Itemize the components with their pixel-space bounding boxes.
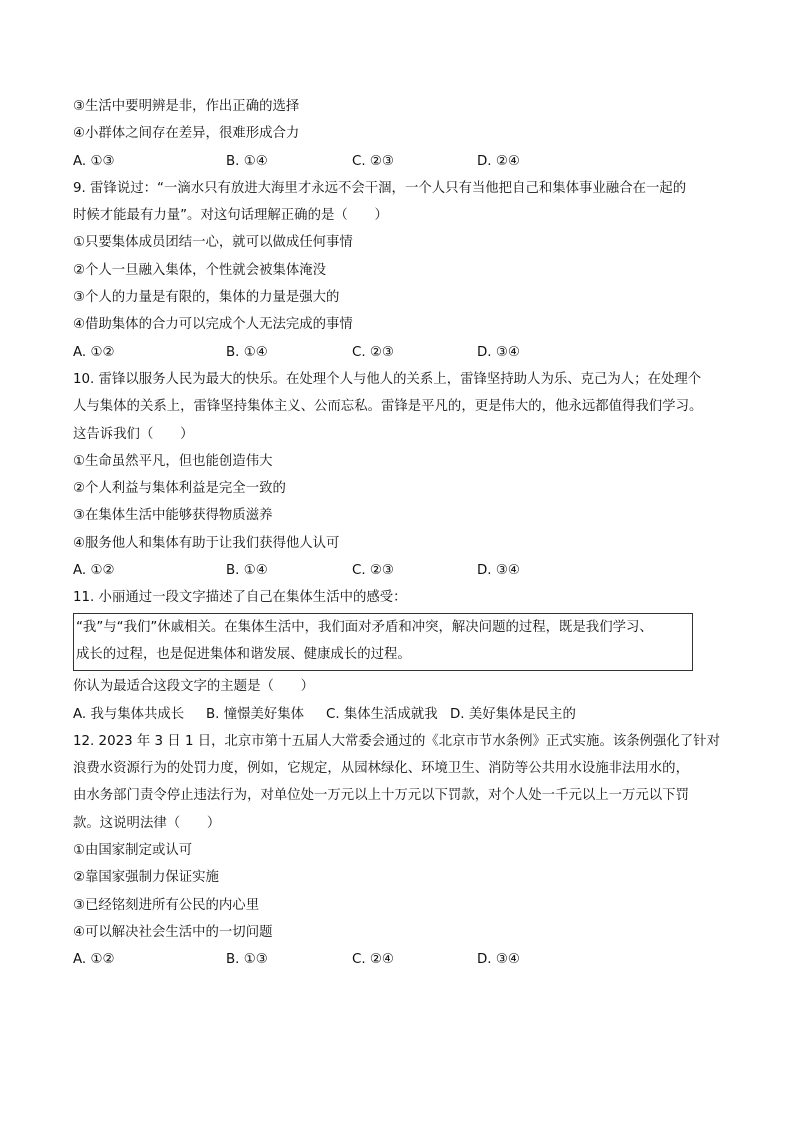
q11-option-d: D. 美好集体是民主的: [450, 706, 576, 722]
q10-options: [73, 557, 733, 584]
q9-stem-line-1: 9. 雷锋说过：“一滴水只有放进大海里才永远不会干涸，一个人只有当他把自己和集体事业融合在一起的: [73, 180, 687, 196]
q12-stem-line-2: 浪费水资源行为的处罚力度，例如，它规定，从园林绿化、环境卫生、消防等公共用水设施非法用水的，: [73, 761, 689, 777]
q11-stem: 11. 小丽通过一段文字描述了自己在集体生活中的感受：: [73, 590, 407, 606]
q10-option-c: C. ②③: [352, 563, 394, 579]
q8-statement-3: ③生活中要明辨是非，作出正确的选择: [73, 99, 300, 114]
q9-stem-line-2: 时候才能最有力量”。对这句话理解正确的是（ ）: [73, 208, 388, 224]
q12-options: [73, 946, 733, 973]
q8-option-b: B. ①④: [226, 153, 268, 169]
q8-option-d: D. ②④: [477, 153, 520, 169]
q10-option-a: A. ①②: [73, 563, 115, 579]
q10-statement-1: ①生命虽然平凡，但也能创造伟大: [73, 453, 273, 469]
q10-option-d: D. ③④: [477, 563, 520, 579]
q9-statement-3: ③个人的力量是有限的，集体的力量是强大的: [73, 290, 340, 306]
q8-option-a: A. ①③: [73, 153, 115, 169]
q12-statement-1: ①由国家制定或认可: [73, 843, 193, 859]
q11-option-c: C. 集体生活成就我: [326, 706, 438, 722]
q8-option-c: C. ②③: [352, 153, 394, 169]
q12-statement-3: ③已经铭刻进所有公民的内心里: [73, 897, 260, 913]
q11-quote-line-1: “我”与“我们”休戚相关。在集体生活中，我们面对矛盾和冲突，解决问题的过程，既是我们学习、: [76, 619, 653, 635]
exam-page: [73, 93, 733, 974]
q12-option-a: A. ①②: [73, 952, 115, 968]
q10-statement-2: ②个人利益与集体利益是完全一致的: [73, 481, 286, 497]
q12-stem-line-4: 款。这说明法律（ ）: [73, 815, 221, 831]
q11-option-a: A. 我与集体共成长: [73, 706, 185, 722]
q9-option-c: C. ②③: [352, 344, 394, 360]
q10-stem-line-2: 人与集体的关系上，雷锋坚持集体主义、公而忘私。雷锋是平凡的，更是伟大的，他永远都值得我们学习。: [73, 399, 703, 415]
q11-options: [73, 701, 733, 728]
q12-option-c: C. ②④: [352, 952, 394, 968]
q9-option-b: B. ①④: [226, 344, 268, 360]
q9-statement-2: ②个人一旦融入集体，个性就会被集体淹没: [73, 262, 327, 278]
q9-statement-1: ①只要集体成员团结一心，就可以做成任何事情: [73, 235, 353, 251]
q10-statement-4: ④服务他人和集体有助于让我们获得他人认可: [73, 535, 340, 551]
q12-option-b: B. ①③: [226, 952, 268, 968]
q8-options: [73, 148, 733, 175]
q10-stem-line-1: 10. 雷锋以服务人民为最大的快乐。在处理个人与他人的关系上，雷锋坚持助人为乐、克己为人；在处理个: [73, 371, 702, 387]
q12-stem-line-3: 由水务部门责令停止违法行为，对单位处一万元以上十万元以下罚款，对个人处一千元以上一万元以下罚: [73, 788, 689, 804]
q9-options: [73, 339, 733, 366]
q12-option-d: D. ③④: [477, 952, 520, 968]
q11-quote-line-2: 成长的过程，也是促进集体和谐发展、健康成长的过程。: [76, 646, 411, 662]
q12-stem-line-1: 12. 2023 年 3 日 1 日，北京市第十五届人大常委会通过的《北京市节水条例》正式实施。该条例强化了针对: [73, 733, 720, 749]
q10-statement-3: ③在集体生活中能够获得物质滋养: [73, 508, 273, 524]
q9-option-a: A. ①②: [73, 344, 115, 360]
q11-option-b: B. 憧憬美好集体: [206, 706, 305, 722]
q9-option-d: D. ③④: [477, 344, 520, 360]
q11-quote-box: [73, 613, 693, 672]
q9-statement-4: ④借助集体的合力可以完成个人无法完成的事情: [73, 317, 353, 333]
q12-statement-4: ④可以解决社会生活中的一切问题: [73, 924, 273, 940]
q11-question: 你认为最适合这段文字的主题是（ ）: [73, 679, 315, 695]
q10-stem-line-3: 这告诉我们（ ）: [73, 426, 194, 442]
q8-statement-4: ④小群体之间存在差异，很难形成合力: [73, 126, 300, 142]
q12-statement-2: ②靠国家强制力保证实施: [73, 870, 219, 886]
q10-option-b: B. ①④: [226, 563, 268, 579]
